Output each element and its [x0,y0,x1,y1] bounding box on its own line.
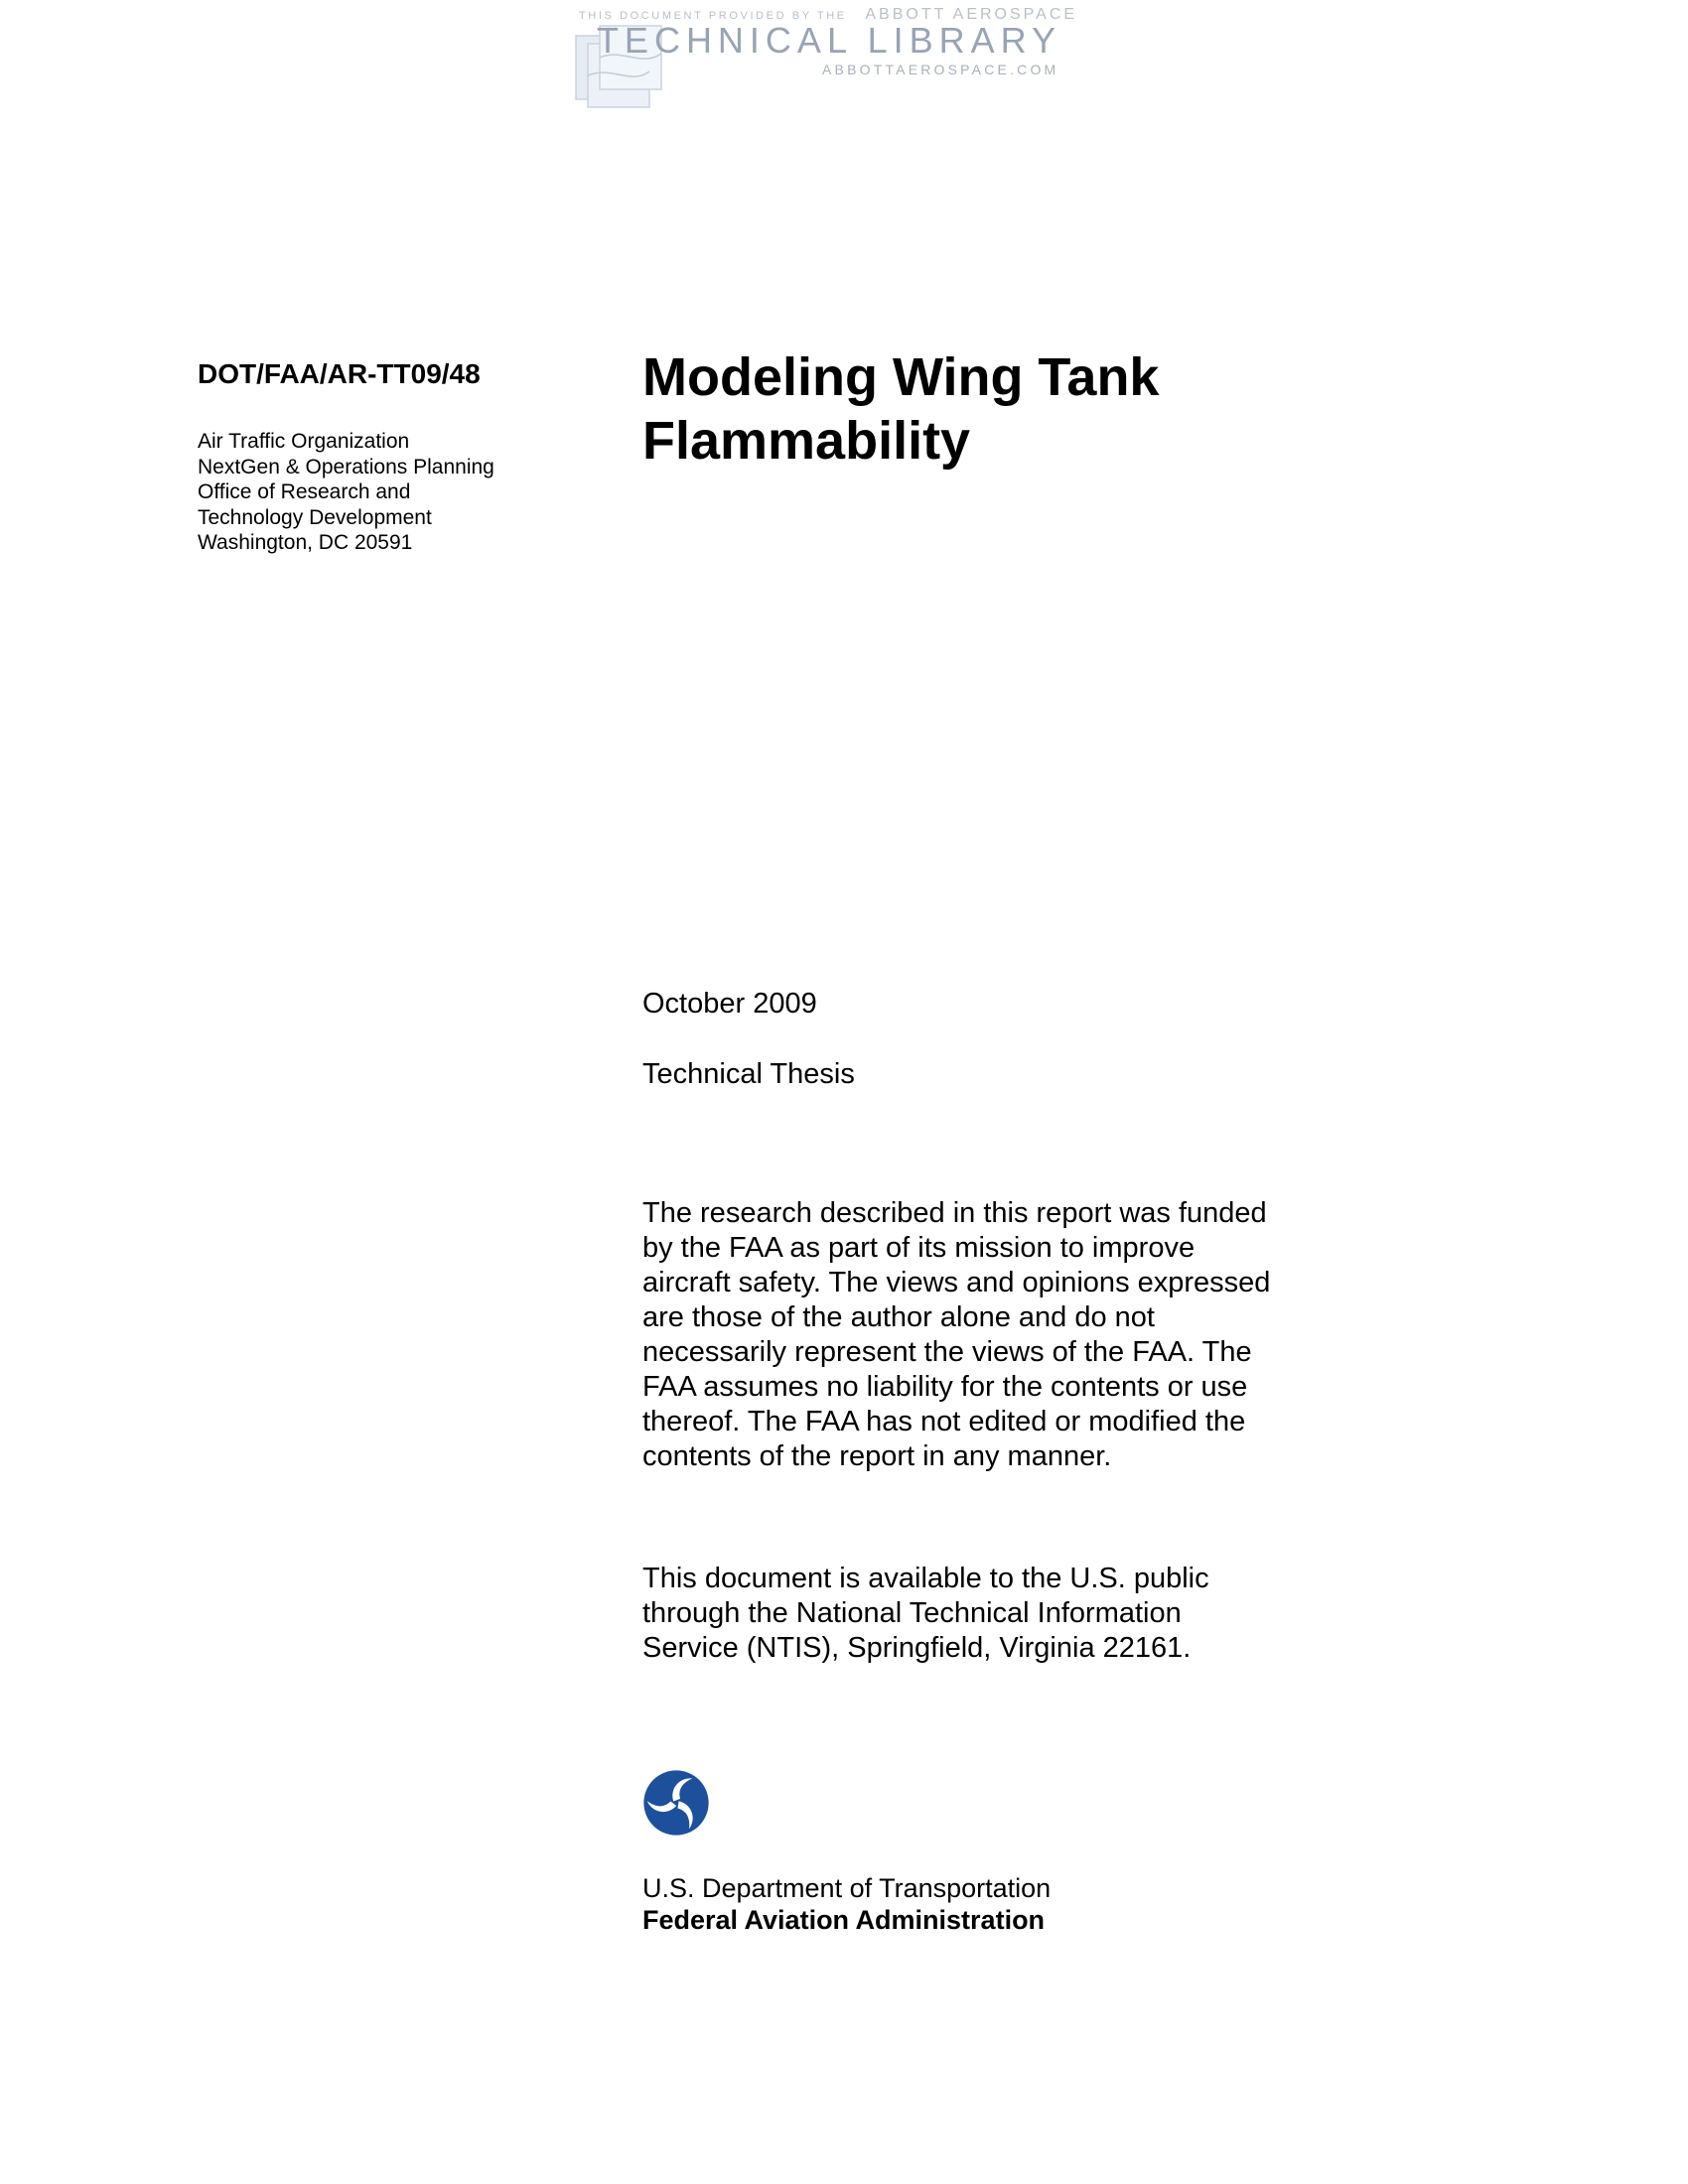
disclaimer-line: are those of the author alone and do not [642,1301,1155,1333]
disclaimer-line: The research described in this report was funded [642,1197,1267,1229]
organization-line: Air Traffic Organization [198,430,410,453]
publication-date: October 2009 [642,988,817,1020]
organization-line: Office of Research and [198,480,411,504]
disclaimer-line: contents of the report in any manner. [642,1440,1112,1472]
disclaimer-paragraph [642,1196,1357,1474]
organization-line: Washington, DC 20591 [198,531,413,555]
availability-line: This document is available to the U.S. public [642,1563,1209,1594]
technical-library-watermark [566,4,1082,115]
watermark-title: TECHNICAL LIBRARY [596,20,1062,61]
organization-address [198,429,494,556]
agency-block [642,1872,1051,1936]
administration-name: Federal Aviation Administration [642,1905,1046,1935]
disclaimer-line: necessarily represent the views of the FAA. The [642,1336,1252,1368]
watermark-website: ABBOTTAEROSPACE.COM [822,62,1059,77]
document-type: Technical Thesis [642,1058,855,1090]
disclaimer-line: thereof. The FAA has not edited or modified the [642,1406,1246,1437]
availability-line: Service (NTIS), Springfield, Virginia 22161. [642,1632,1192,1664]
watermark-prefix: THIS DOCUMENT PROVIDED BY THE [578,10,847,22]
disclaimer-line: FAA assumes no liability for the contents or use [642,1371,1248,1403]
watermark-brand: ABBOTT AEROSPACE [865,6,1078,23]
organization-line: Technology Development [198,505,432,529]
disclaimer-line: by the FAA as part of its mission to improve [642,1232,1196,1264]
department-name: U.S. Department of Transportation [642,1873,1052,1903]
title-line: Modeling Wing Tank [642,347,1160,407]
dot-triskelion-icon [642,1769,710,1837]
disclaimer-line: aircraft safety. The views and opinions expressed [642,1267,1271,1298]
organization-line: NextGen & Operations Planning [198,455,494,478]
title-line: Flammability [642,411,971,471]
report-number: DOT/FAA/AR-TT09/48 [198,358,481,389]
document-title [642,345,1437,473]
availability-paragraph [642,1562,1357,1666]
availability-line: through the National Technical Information [642,1597,1182,1629]
